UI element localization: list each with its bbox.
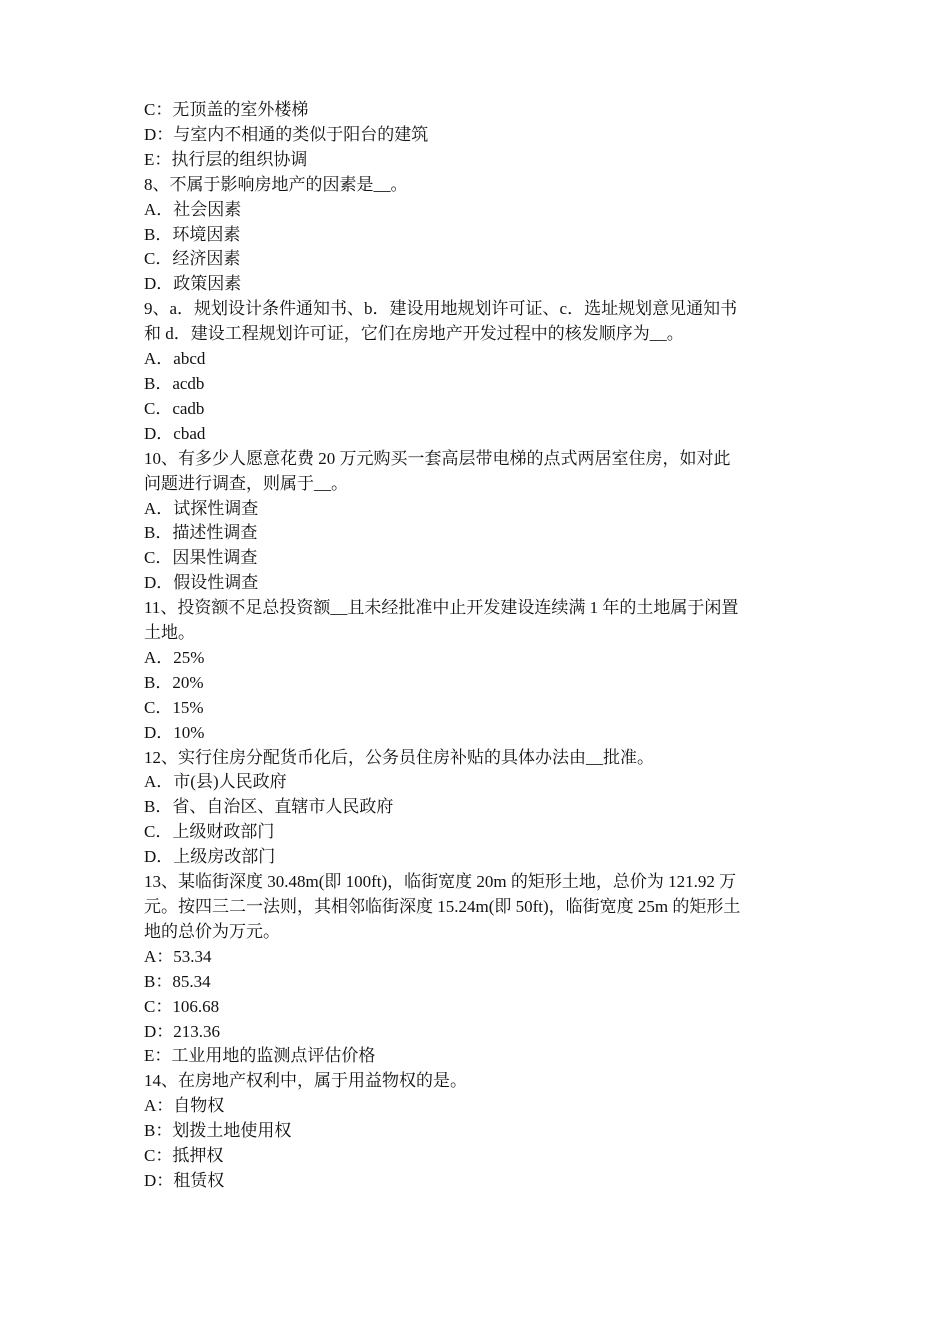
answer-option: D．政策因素 [144,274,242,294]
answer-option: C．因果性调查 [144,548,258,568]
answer-option: B．描述性调查 [144,523,258,543]
answer-option: C：抵押权 [144,1146,224,1166]
answer-option: A．25% [144,647,205,667]
document-body [144,98,812,1194]
question-text-line: 12、实行住房分配货币化后，公务员住房补贴的具体办法由__批准。 [144,747,654,767]
question-text-line: 9、a．规划设计条件通知书、b．建设用地规划许可证、c．选址规划意见通知书 [144,299,738,319]
answer-option: C．经济因素 [144,249,241,269]
answer-option: D．上级房改部门 [144,847,276,867]
answer-option: B．环境因素 [144,224,241,244]
answer-option: D．10% [144,722,205,742]
question-text-line: 13、某临街深度 30.48m(即 100ft)，临街宽度 20m 的矩形土地，总价为 121.92 万 [144,872,737,892]
answer-option: C：106.68 [144,996,220,1016]
answer-option: C：无顶盖的室外楼梯 [144,100,309,119]
question-text-line: 8、不属于影响房地产的因素是__。 [144,174,408,194]
answer-option: B：85.34 [144,971,211,991]
answer-option: D．cbad [144,423,206,443]
answer-option: E：工业用地的监测点评估价格 [144,1046,376,1066]
answer-option: A：自物权 [144,1096,225,1116]
question-text-line: 土地。 [144,623,195,643]
question-text-line: 元。按四三二一法则，其相邻临街深度 15.24m(即 50ft)，临街宽度 25m 的矩形土 [144,897,741,916]
question-text-line: 11、投资额不足总投资额__且未经批准中止开发建设连续满 1 年的土地属于闲置 [144,598,739,618]
answer-option: C．cadb [144,398,205,418]
answer-option: A：53.34 [144,946,212,966]
answer-option: C．上级财政部门 [144,822,275,842]
answer-option: D．假设性调查 [144,573,259,593]
answer-option: B．acdb [144,373,205,393]
answer-option: B．20% [144,672,204,692]
question-text-line: 14、在房地产权利中，属于用益物权的是。 [144,1071,467,1091]
answer-option: B．省、自治区、直辖市人民政府 [144,797,394,817]
answer-option: D：租赁权 [144,1170,225,1190]
question-text-line: 地的总价为万元。 [144,921,280,941]
question-text-line: 10、有多少人愿意花费 20 万元购买一套高层带电梯的点式两居室住房，如对此 [144,448,731,468]
answer-option: D：与室内不相通的类似于阳台的建筑 [144,124,429,144]
answer-option: C．15% [144,697,204,717]
answer-option: A．社会因素 [144,199,242,219]
answer-option: D：213.36 [144,1021,221,1041]
document-page [144,98,812,1194]
answer-option: A．试探性调查 [144,498,259,518]
answer-option: E：执行层的组织协调 [144,149,308,169]
answer-option: A．市(县)人民政府 [144,772,287,792]
answer-option: B：划拨土地使用权 [144,1121,292,1141]
question-text-line: 问题进行调查，则属于__。 [144,473,348,493]
question-text-line: 和 d．建设工程规划许可证，它们在房地产开发过程中的核发顺序为__。 [144,324,684,344]
answer-option: A．abcd [144,349,206,369]
